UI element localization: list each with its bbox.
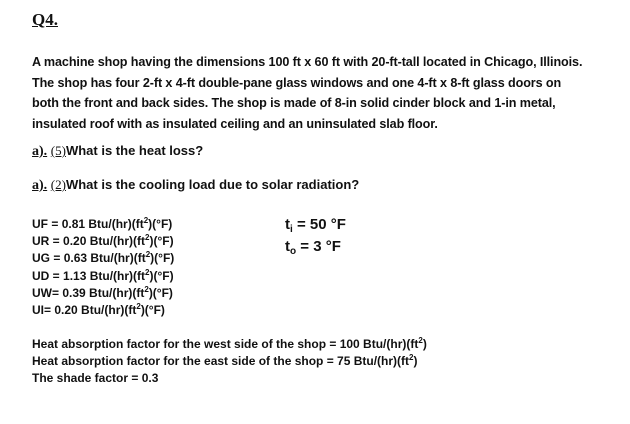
subquestion-label: a).	[32, 178, 48, 193]
u-value-row-uw	[32, 285, 174, 302]
problem-line: A machine shop having the dimensions 100 ft x 60 ft with 20-ft-tall located in Chicago, Illinois.	[32, 55, 583, 69]
temp-value: = 3 °F	[296, 238, 341, 255]
u-value: 0.81	[61, 217, 86, 231]
u-name: UF	[32, 217, 48, 231]
u-eq: =	[52, 285, 63, 300]
absorption-close: )	[422, 337, 427, 351]
u-eq: =	[44, 303, 55, 318]
absorption-exp: 2	[418, 336, 423, 345]
question-number: Q4.	[32, 10, 58, 29]
u-name: UI	[32, 303, 44, 318]
temp-symbol: t	[285, 238, 290, 255]
subquestion-points: (5)	[50, 143, 66, 158]
absorption-exp: 2	[409, 353, 414, 363]
absorption-close: )	[413, 354, 418, 369]
subquestion-text: What is the heat loss?	[65, 143, 204, 158]
u-unit: Btu/(hr)(ft	[81, 303, 137, 318]
absorption-text: Heat absorption factor for the west side of the shop = 100 Btu/(hr)(ft	[32, 337, 419, 351]
u-value-list	[32, 216, 174, 319]
absorption-east	[32, 353, 427, 370]
shade-factor: The shade factor = 0.3	[32, 371, 159, 386]
u-value-row-ui	[32, 302, 174, 319]
u-name: UR	[32, 234, 50, 249]
u-value: 0.39	[62, 285, 86, 300]
u-unit-suffix: )(°F)	[149, 234, 174, 249]
absorption-west	[32, 336, 427, 353]
additional-data	[32, 336, 427, 388]
temp-subscript: i	[290, 224, 293, 235]
u-unit-suffix: )(°F)	[149, 268, 174, 283]
u-unit-suffix: )(°F)	[148, 285, 173, 300]
u-unit: Btu/(hr)(ft	[89, 285, 145, 300]
problem-line: both the front and back sides. The shop is made of 8-in solid cinder block and 1-in metal,	[32, 96, 556, 110]
u-unit: Btu/(hr)(ft	[89, 268, 146, 283]
temp-value: = 50 °F	[292, 216, 346, 233]
u-unit-suffix: )(°F)	[140, 303, 165, 318]
temperature-list	[285, 214, 346, 258]
u-value-row-ud	[32, 268, 174, 285]
problem-line: The shop has four 2-ft x 4-ft double-pane glass windows and one 4-ft x 8-ft glass doors on	[32, 75, 562, 90]
u-unit-exp: 2	[145, 233, 150, 243]
u-unit: Btu/(hr)(ft	[89, 234, 146, 249]
problem-statement	[32, 52, 617, 134]
temp-subscript: o	[290, 246, 297, 257]
u-name: UW	[32, 285, 52, 300]
u-unit-exp: 2	[143, 216, 149, 225]
u-eq: =	[50, 251, 64, 266]
inside-temperature	[285, 214, 346, 236]
subquestion-heat-loss	[32, 143, 203, 160]
u-unit-suffix: )(°F)	[148, 217, 173, 231]
subquestion-text: What is the cooling load due to solar radiation?	[65, 177, 360, 192]
u-unit-exp: 2	[136, 302, 141, 312]
u-value: 0.20	[54, 303, 78, 318]
u-value: 0.63	[63, 251, 88, 266]
problem-line: insulated roof with as insulated ceiling and an uninsulated slab floor.	[32, 116, 438, 131]
u-eq: =	[48, 217, 62, 231]
u-unit-exp: 2	[145, 267, 150, 277]
u-value: 1.13	[63, 268, 87, 283]
u-eq: =	[49, 234, 64, 249]
u-unit: Btu/(hr)(ft	[90, 251, 146, 266]
temp-symbol: t	[285, 216, 290, 233]
u-name: UG	[32, 251, 50, 266]
u-value-row-ug	[32, 250, 174, 267]
u-unit-suffix: )(°F)	[150, 251, 175, 266]
u-name: UD	[32, 268, 50, 283]
outside-temperature	[285, 236, 346, 258]
u-value-row-uf	[32, 216, 174, 233]
absorption-text: Heat absorption factor for the east side of the shop = 75 Btu/(hr)(ft	[32, 354, 410, 369]
subquestion-label: a).	[32, 144, 48, 159]
u-value: 0.20	[63, 234, 87, 249]
u-unit-exp: 2	[145, 250, 151, 260]
u-value-row-ur	[32, 233, 174, 250]
subquestion-cooling-load	[32, 177, 359, 194]
u-unit: Btu/(hr)(ft	[88, 217, 144, 231]
u-unit-exp: 2	[144, 284, 149, 294]
subquestion-points: (2)	[50, 177, 66, 192]
u-eq: =	[49, 268, 64, 283]
